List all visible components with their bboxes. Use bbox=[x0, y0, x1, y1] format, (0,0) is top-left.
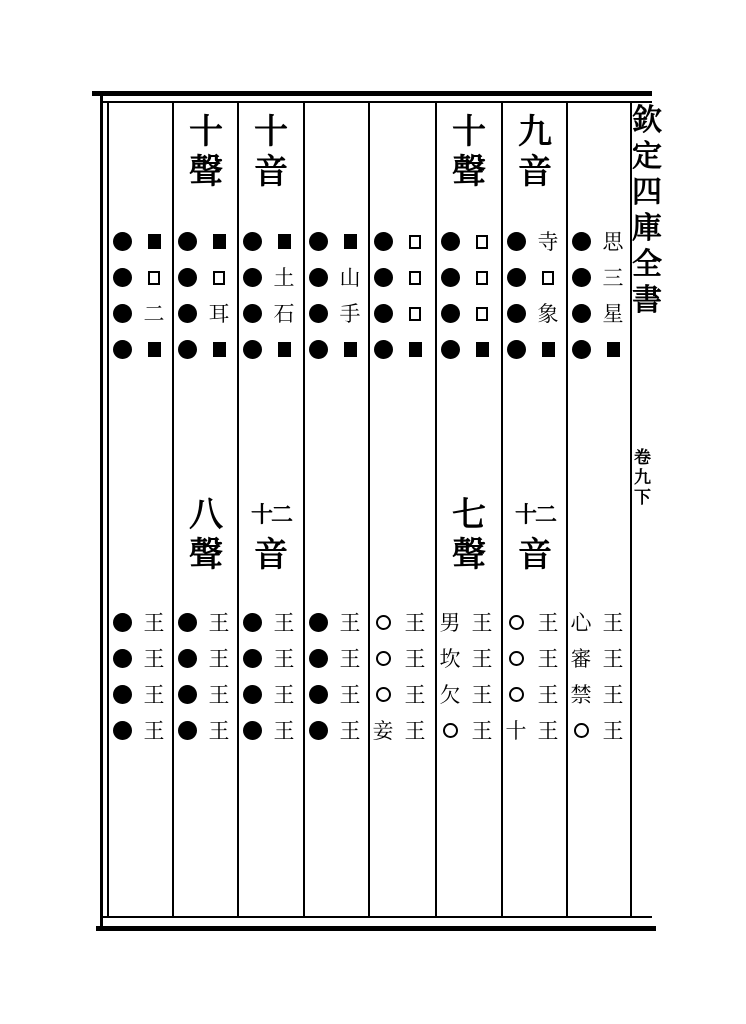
heading-character: 七 bbox=[452, 495, 486, 535]
bottom-right-marks bbox=[534, 605, 562, 749]
empty-circle-mark bbox=[369, 641, 397, 677]
top-heading bbox=[515, 112, 555, 192]
character: 王 bbox=[273, 719, 295, 743]
character: 王 bbox=[143, 647, 165, 671]
heading-character: 十 bbox=[452, 112, 486, 152]
character: 王 bbox=[339, 683, 361, 707]
character: 二 bbox=[143, 302, 165, 326]
filled-square-mark bbox=[534, 332, 562, 368]
bottom-left-marks bbox=[567, 605, 595, 749]
top-left-marks bbox=[238, 224, 266, 368]
character: 王 bbox=[339, 719, 361, 743]
character: 山 bbox=[339, 266, 361, 290]
character: 王 bbox=[602, 683, 624, 707]
character: 王 bbox=[404, 683, 426, 707]
character: 王 bbox=[208, 611, 230, 635]
heading-character: 音 bbox=[518, 152, 552, 192]
filled-circle-mark bbox=[238, 296, 266, 332]
empty-square-mark bbox=[468, 224, 496, 260]
filled-circle-mark bbox=[173, 296, 201, 332]
bottom-left-marks bbox=[173, 605, 201, 749]
empty-square-mark bbox=[140, 260, 168, 296]
filled-circle-mark bbox=[436, 260, 464, 296]
filled-circle-mark bbox=[173, 677, 201, 713]
filled-square-mark bbox=[468, 332, 496, 368]
filled-circle-mark bbox=[173, 641, 201, 677]
character: 王 bbox=[143, 719, 165, 743]
empty-circle-mark bbox=[369, 677, 397, 713]
filled-square-mark bbox=[336, 332, 364, 368]
heading-character: 九 bbox=[518, 112, 552, 152]
bottom-heading bbox=[449, 495, 489, 575]
filled-square-mark bbox=[140, 224, 168, 260]
filled-circle-mark bbox=[173, 260, 201, 296]
character: 王 bbox=[602, 611, 624, 635]
character: 禁 bbox=[570, 683, 592, 707]
bottom-left-marks bbox=[502, 605, 530, 749]
empty-square-mark bbox=[401, 260, 429, 296]
bottom-left-marks bbox=[238, 605, 266, 749]
filled-square-mark bbox=[270, 332, 298, 368]
empty-square-mark bbox=[468, 260, 496, 296]
character: 耳 bbox=[208, 302, 230, 326]
bottom-right-marks bbox=[599, 605, 627, 749]
filled-circle-mark bbox=[108, 296, 136, 332]
filled-circle-mark bbox=[238, 260, 266, 296]
character: 王 bbox=[471, 611, 493, 635]
filled-circle-mark bbox=[238, 713, 266, 749]
character: 王 bbox=[208, 719, 230, 743]
character: 王 bbox=[273, 611, 295, 635]
filled-circle-mark bbox=[108, 641, 136, 677]
bottom-left-marks bbox=[108, 605, 136, 749]
character: 王 bbox=[143, 611, 165, 635]
heading-character: 十 bbox=[254, 112, 288, 152]
filled-circle-mark bbox=[304, 332, 332, 368]
top-left-marks bbox=[502, 224, 530, 368]
heading-character: 聲 bbox=[452, 535, 486, 575]
character: 十 bbox=[505, 719, 527, 743]
character: 王 bbox=[339, 611, 361, 635]
filled-circle-mark bbox=[304, 224, 332, 260]
filled-square-mark bbox=[599, 332, 627, 368]
title-character: 定 bbox=[632, 139, 662, 174]
bottom-right-marks bbox=[401, 605, 429, 749]
filled-circle-mark bbox=[304, 296, 332, 332]
filled-circle-mark bbox=[502, 260, 530, 296]
character: 欠 bbox=[439, 683, 461, 707]
character: 手 bbox=[339, 302, 361, 326]
top-right-marks bbox=[599, 224, 627, 368]
bottom-left-marks bbox=[369, 605, 397, 749]
filled-square-mark bbox=[205, 332, 233, 368]
top-left-marks bbox=[436, 224, 464, 368]
character: 土 bbox=[273, 266, 295, 290]
top-left-marks bbox=[567, 224, 595, 368]
filled-circle-mark bbox=[502, 224, 530, 260]
top-right-marks bbox=[140, 224, 168, 368]
character: 石 bbox=[273, 302, 295, 326]
filled-circle-mark bbox=[436, 332, 464, 368]
top-heading bbox=[186, 112, 226, 192]
character: 妾 bbox=[372, 719, 394, 743]
top-heading bbox=[251, 112, 291, 192]
empty-square-mark bbox=[401, 296, 429, 332]
heading-character: 音 bbox=[518, 535, 552, 575]
empty-circle-mark bbox=[369, 605, 397, 641]
character: 心 bbox=[570, 611, 592, 635]
empty-circle-mark bbox=[502, 677, 530, 713]
top-left-marks bbox=[304, 224, 332, 368]
filled-square-mark bbox=[140, 332, 168, 368]
character: 王 bbox=[602, 719, 624, 743]
empty-square-mark bbox=[401, 224, 429, 260]
filled-circle-mark bbox=[173, 713, 201, 749]
empty-circle-mark bbox=[436, 713, 464, 749]
bottom-left-marks bbox=[304, 605, 332, 749]
heading-character: 十二 bbox=[515, 502, 556, 528]
bottom-left-marks bbox=[436, 605, 464, 749]
filled-circle-mark bbox=[502, 296, 530, 332]
character: 審 bbox=[570, 647, 592, 671]
filled-square-mark bbox=[401, 332, 429, 368]
bottom-right-marks bbox=[336, 605, 364, 749]
filled-circle-mark bbox=[502, 332, 530, 368]
title-character: 四 bbox=[632, 175, 662, 210]
empty-circle-mark bbox=[502, 641, 530, 677]
top-border bbox=[92, 91, 652, 96]
book-title bbox=[633, 103, 661, 319]
filled-circle-mark bbox=[108, 332, 136, 368]
character: 王 bbox=[404, 647, 426, 671]
top-right-marks bbox=[468, 224, 496, 368]
filled-circle-mark bbox=[304, 605, 332, 641]
filled-circle-mark bbox=[304, 713, 332, 749]
character: 坎 bbox=[439, 647, 461, 671]
bottom-heading bbox=[251, 495, 291, 575]
character: 王 bbox=[404, 719, 426, 743]
top-right-marks bbox=[401, 224, 429, 368]
filled-circle-mark bbox=[173, 605, 201, 641]
filled-circle-mark bbox=[238, 605, 266, 641]
filled-circle-mark bbox=[567, 260, 595, 296]
filled-circle-mark bbox=[108, 713, 136, 749]
filled-square-mark bbox=[205, 224, 233, 260]
heading-character: 十 bbox=[189, 112, 223, 152]
character: 王 bbox=[273, 647, 295, 671]
heading-character: 八 bbox=[189, 495, 223, 535]
character: 王 bbox=[208, 683, 230, 707]
bottom-heading bbox=[515, 495, 555, 575]
filled-circle-mark bbox=[108, 605, 136, 641]
filled-circle-mark bbox=[567, 224, 595, 260]
bottom-heading bbox=[186, 495, 226, 575]
heading-character: 十二 bbox=[251, 502, 292, 528]
character: 三 bbox=[602, 266, 624, 290]
filled-circle-mark bbox=[304, 260, 332, 296]
title-character: 書 bbox=[632, 283, 662, 318]
filled-circle-mark bbox=[304, 677, 332, 713]
heading-character: 音 bbox=[254, 535, 288, 575]
heading-character: 聲 bbox=[189, 535, 223, 575]
filled-circle-mark bbox=[238, 332, 266, 368]
character: 王 bbox=[471, 719, 493, 743]
character: 男 bbox=[439, 611, 461, 635]
heading-character: 音 bbox=[254, 152, 288, 192]
filled-circle-mark bbox=[369, 296, 397, 332]
left-border bbox=[100, 96, 103, 926]
filled-circle-mark bbox=[567, 296, 595, 332]
empty-square-mark bbox=[205, 260, 233, 296]
top-left-marks bbox=[369, 224, 397, 368]
character: 王 bbox=[602, 647, 624, 671]
top-right-marks bbox=[270, 224, 298, 368]
character: 王 bbox=[273, 683, 295, 707]
top-left-marks bbox=[108, 224, 136, 368]
filled-circle-mark bbox=[238, 224, 266, 260]
empty-square-mark bbox=[534, 260, 562, 296]
bottom-inner-border bbox=[100, 916, 652, 918]
filled-circle-mark bbox=[173, 332, 201, 368]
filled-square-mark bbox=[270, 224, 298, 260]
character: 王 bbox=[471, 647, 493, 671]
filled-circle-mark bbox=[369, 332, 397, 368]
filled-circle-mark bbox=[238, 641, 266, 677]
filled-circle-mark bbox=[108, 260, 136, 296]
volume-character: 下 bbox=[634, 488, 651, 508]
character: 王 bbox=[143, 683, 165, 707]
filled-circle-mark bbox=[173, 224, 201, 260]
bottom-right-marks bbox=[140, 605, 168, 749]
volume-character: 九 bbox=[634, 468, 651, 488]
filled-circle-mark bbox=[304, 641, 332, 677]
filled-circle-mark bbox=[567, 332, 595, 368]
filled-circle-mark bbox=[108, 224, 136, 260]
volume-label bbox=[634, 448, 651, 508]
filled-circle-mark bbox=[369, 224, 397, 260]
top-right-marks bbox=[534, 224, 562, 368]
character: 寺 bbox=[537, 230, 559, 254]
character: 象 bbox=[537, 302, 559, 326]
character: 王 bbox=[471, 683, 493, 707]
character: 王 bbox=[208, 647, 230, 671]
character: 王 bbox=[537, 611, 559, 635]
character: 星 bbox=[602, 302, 624, 326]
title-character: 全 bbox=[632, 247, 662, 282]
character: 王 bbox=[404, 611, 426, 635]
filled-circle-mark bbox=[436, 224, 464, 260]
character: 王 bbox=[537, 683, 559, 707]
empty-circle-mark bbox=[567, 713, 595, 749]
top-heading bbox=[449, 112, 489, 192]
empty-square-mark bbox=[468, 296, 496, 332]
character: 王 bbox=[339, 647, 361, 671]
top-right-marks bbox=[336, 224, 364, 368]
bottom-right-marks bbox=[270, 605, 298, 749]
bottom-border bbox=[96, 926, 656, 931]
character: 思 bbox=[602, 230, 624, 254]
filled-circle-mark bbox=[108, 677, 136, 713]
top-inner-border bbox=[100, 101, 652, 103]
filled-circle-mark bbox=[369, 260, 397, 296]
character: 王 bbox=[537, 719, 559, 743]
filled-square-mark bbox=[336, 224, 364, 260]
filled-circle-mark bbox=[436, 296, 464, 332]
title-character: 欽 bbox=[632, 103, 662, 138]
heading-character: 聲 bbox=[189, 152, 223, 192]
top-right-marks bbox=[205, 224, 233, 368]
bottom-right-marks bbox=[205, 605, 233, 749]
character: 王 bbox=[537, 647, 559, 671]
bottom-right-marks bbox=[468, 605, 496, 749]
heading-character: 聲 bbox=[452, 152, 486, 192]
top-left-marks bbox=[173, 224, 201, 368]
filled-circle-mark bbox=[238, 677, 266, 713]
title-character: 庫 bbox=[632, 211, 662, 246]
volume-character: 卷 bbox=[634, 448, 651, 468]
empty-circle-mark bbox=[502, 605, 530, 641]
